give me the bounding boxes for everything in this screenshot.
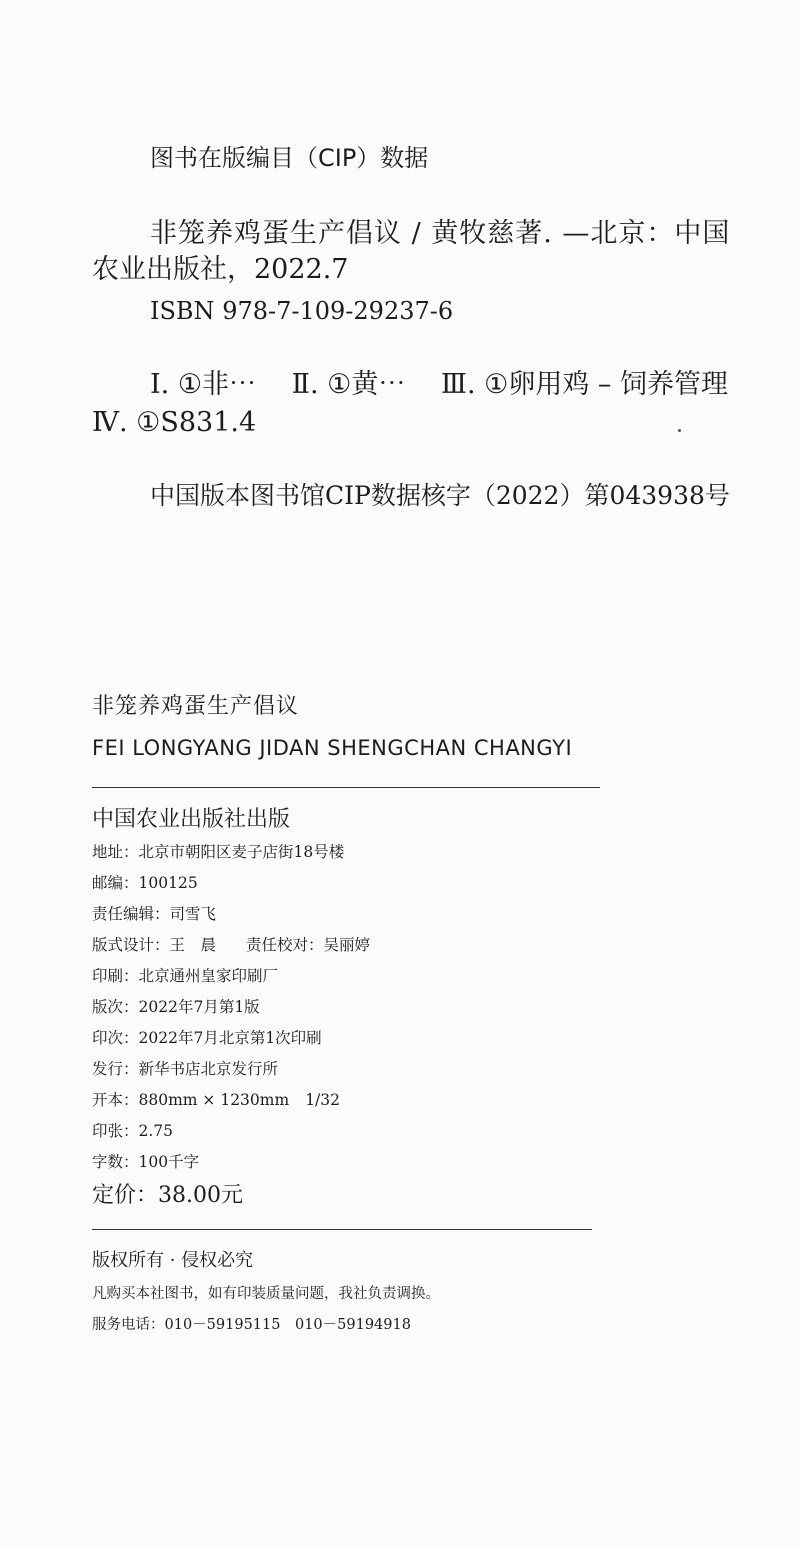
price-row: [92, 1181, 243, 1211]
cip-isbn: ISBN 978-7-109-29237-6: [150, 297, 454, 325]
cip-title-line: 非笼养鸡蛋生产倡议 / 黄牧慈著. —北京：中国: [150, 218, 731, 249]
detail-value: 880mm × 1230mm: [138, 1091, 290, 1109]
detail-row-format: [92, 1089, 340, 1111]
cip-heading: 图书在版编目（CIP）数据: [150, 144, 429, 172]
divider-bottom: [92, 1229, 592, 1230]
detail-label: 印张：: [92, 1122, 139, 1140]
book-title-chinese: 非笼养鸡蛋生产倡议: [92, 694, 300, 719]
detail-row-printing: [92, 1027, 322, 1049]
detail-label: 邮编：: [92, 874, 139, 892]
publisher-line: 中国农业出版社出版: [92, 807, 291, 832]
cip-classification-line: Ⅰ. ①非⋯ Ⅱ. ①黄⋯ Ⅲ. ①卵用鸡 – 饲养管理: [150, 369, 728, 400]
detail-value: 司雪飞: [169, 905, 217, 923]
detail-row-distribution: [92, 1058, 278, 1080]
cip-approval-number: 中国版本图书馆CIP数据核字（2022）第043938号: [150, 481, 730, 510]
detail-row-word-count: [92, 1151, 199, 1173]
detail-label: 发行：: [92, 1060, 139, 1078]
price-label: 定价：: [92, 1183, 159, 1208]
book-title-pinyin: FEI LONGYANG JIDAN SHENGCHAN CHANGYI: [92, 736, 573, 760]
detail-value: 王 晨: [169, 936, 217, 954]
detail-label: 地址：: [92, 843, 139, 861]
replacement-notice: 凡购买本社图书，如有印装质量问题，我社负责调换。: [92, 1286, 440, 1302]
detail-value: 2.75: [138, 1122, 174, 1140]
detail-row-printer: [92, 965, 278, 987]
detail-value: 100125: [138, 874, 198, 892]
copyright-notice: 版权所有 · 侵权必究: [92, 1250, 254, 1271]
detail-label: 开本：: [92, 1091, 139, 1109]
detail-value: 新华书店北京发行所: [138, 1060, 279, 1078]
cip-classification-continuation: Ⅳ. ①S831.4: [92, 407, 257, 438]
detail-value-fold: 1/32: [305, 1091, 340, 1109]
cip-publisher-line: 农业出版社，2022.7: [92, 254, 349, 285]
detail-row-design-proofreading: [92, 934, 370, 956]
detail-value: 北京通州皇家印刷厂: [138, 967, 279, 985]
detail-label: 印次：: [92, 1029, 139, 1047]
divider-top: [92, 787, 600, 788]
detail-label: 版次：: [92, 998, 139, 1016]
detail-value: 100千字: [138, 1153, 200, 1171]
detail-value: 2022年7月第1版: [138, 998, 260, 1016]
detail-label: 版式设计：: [92, 936, 170, 954]
service-phone: 服务电话：010－59195115 010－59194918: [92, 1317, 411, 1333]
detail-label: 字数：: [92, 1153, 139, 1171]
detail-row-sheets: [92, 1120, 173, 1142]
detail-value-proofreader: 吴丽婷: [323, 936, 371, 954]
detail-row-address: [92, 841, 344, 863]
detail-label: 责任编辑：: [92, 905, 170, 923]
price-value: 38.00元: [158, 1183, 243, 1208]
detail-row-edition: [92, 996, 260, 1018]
detail-label-proofreader: 责任校对：: [246, 936, 324, 954]
detail-row-editor: [92, 903, 216, 925]
detail-value: 2022年7月北京第1次印刷: [138, 1029, 322, 1047]
scan-artifact-dot: [678, 429, 681, 432]
detail-label: 印刷：: [92, 967, 139, 985]
detail-row-postcode: [92, 872, 198, 894]
detail-value: 北京市朝阳区麦子店街18号楼: [138, 843, 345, 861]
